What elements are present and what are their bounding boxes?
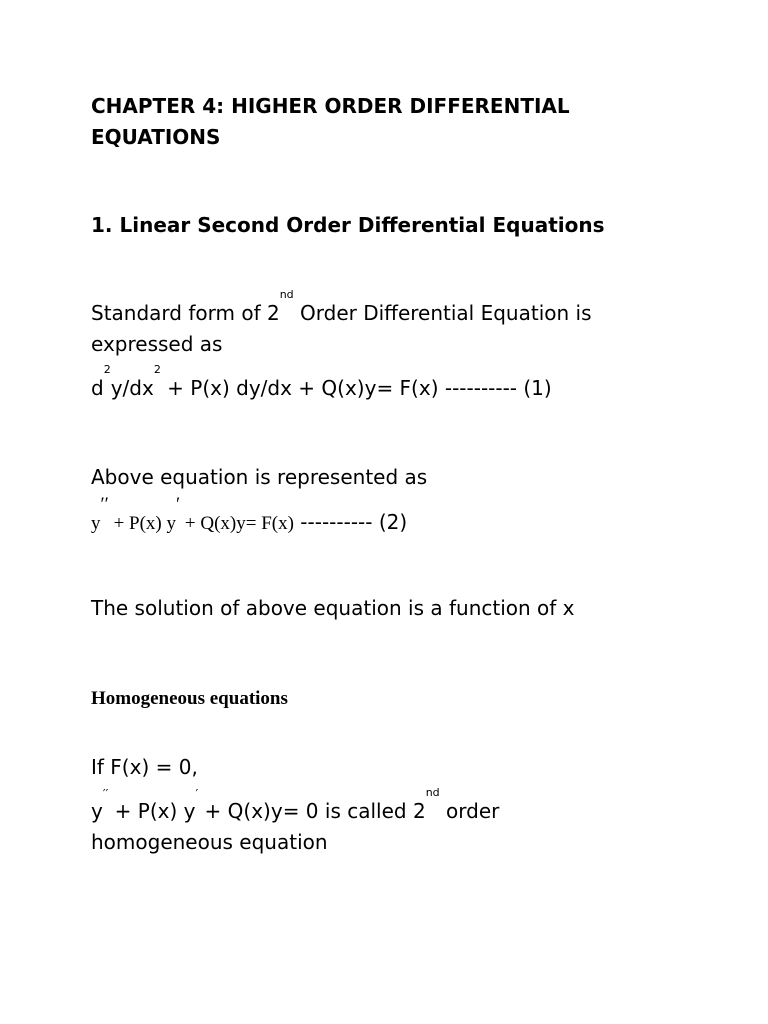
homogeneous-heading: Homogeneous equations: [91, 688, 288, 709]
eq1-rest: + P(x) dy/dx + Q(x)y= F(x) ---------- (1): [160, 376, 552, 400]
homog-line2: homogeneous equation: [91, 830, 328, 854]
homog-double-prime: ′′: [102, 787, 109, 801]
standard-form-text-b: Order Differential Equation is: [293, 301, 592, 325]
standard-form-paragraph: [91, 288, 592, 360]
superscript-nd: nd: [279, 288, 294, 301]
eq1-sup1: 2: [103, 363, 111, 376]
chapter-title: [91, 91, 570, 153]
eq2-double-prime: ′′: [100, 494, 109, 515]
eq2-prime: ′: [176, 494, 181, 515]
homog-superscript-nd: nd: [425, 786, 440, 799]
homog-prime: ′: [195, 787, 199, 801]
homogeneous-equation-paragraph: [91, 786, 500, 858]
eq2-plus-p: + P(x) y: [108, 513, 176, 534]
eq2-y: y: [91, 513, 101, 534]
eq2-rest-serif: + Q(x)y= F(x): [180, 513, 294, 534]
eq1-mid: y/dx: [110, 376, 154, 400]
represented-text: Above equation is represented as: [91, 465, 428, 489]
chapter-title-line1: CHAPTER 4: HIGHER ORDER DIFFERENTIAL: [91, 94, 570, 118]
eq2-rest-sans: ---------- (2): [293, 510, 408, 534]
eq1-sup2: 2: [153, 363, 161, 376]
homog-rest: + Q(x)y= 0 is called 2: [198, 799, 426, 823]
equation-2: [91, 494, 408, 539]
homog-after: order: [439, 799, 500, 823]
eq1-d: d: [91, 376, 104, 400]
chapter-title-line2: EQUATIONS: [91, 125, 221, 149]
homog-plus-p: + P(x) y: [108, 799, 196, 823]
section-heading: 1. Linear Second Order Differential Equations: [91, 213, 605, 237]
solution-text: The solution of above equation is a function of x: [91, 596, 575, 620]
standard-form-text-a: Standard form of 2: [91, 301, 280, 325]
homog-y: y: [91, 799, 103, 823]
if-f-text: If F(x) = 0,: [91, 755, 198, 779]
equation-1: [91, 363, 552, 404]
standard-form-text-c: expressed as: [91, 332, 223, 356]
